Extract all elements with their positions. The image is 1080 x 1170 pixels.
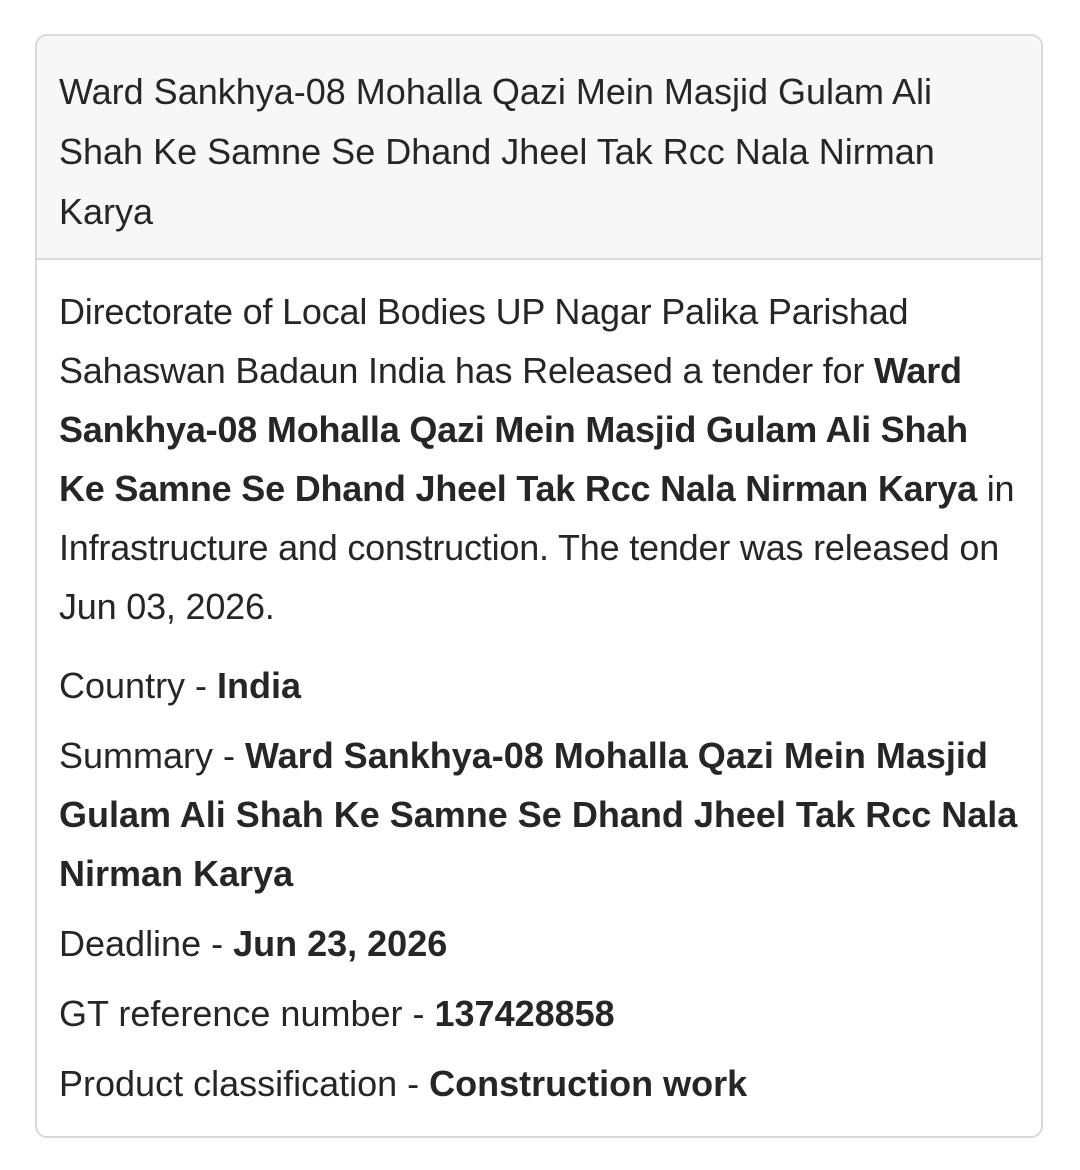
- description-outro: in Infrastructure and construction. The tender was released on Jun 03, 2026.: [59, 468, 1015, 627]
- tender-description: [59, 282, 1019, 636]
- deadline-field: [59, 914, 1019, 973]
- description-tender-name: Ward Sankhya-08 Mohalla Qazi Mein Masjid Gulam Ali Shah Ke Samne Se Dhand Jheel Tak Rcc Nala Nirman Karya: [59, 350, 977, 509]
- reference-label: GT reference number -: [59, 993, 435, 1034]
- country-field: [59, 656, 1019, 715]
- tender-title[interactable]: Ward Sankhya-08 Mohalla Qazi Mein Masjid Gulam Ali Shah Ke Samne Se Dhand Jheel Tak Rcc Nala Nirman Karya: [59, 71, 935, 232]
- card-body: [37, 260, 1041, 1113]
- classification-label: Product classification -: [59, 1063, 430, 1104]
- summary-value: Ward Sankhya-08 Mohalla Qazi Mein Masjid Gulam Ali Shah Ke Samne Se Dhand Jheel Tak Rcc Nala Nirman Karya: [59, 735, 1018, 894]
- deadline-label: Deadline -: [59, 923, 234, 964]
- country-label: Country -: [59, 665, 218, 706]
- reference-field: [59, 984, 1019, 1043]
- card-header: [37, 36, 1041, 260]
- tender-info-list: [59, 656, 1019, 1113]
- classification-value: Construction work: [429, 1063, 748, 1104]
- summary-label: Summary -: [59, 735, 246, 776]
- classification-field: [59, 1054, 1019, 1113]
- description-intro: Directorate of Local Bodies UP Nagar Palika Parishad Sahaswan Badaun India has Released a tender for: [59, 291, 909, 391]
- reference-value: 137428858: [434, 993, 615, 1034]
- deadline-value: Jun 23, 2026: [233, 923, 448, 964]
- country-value: India: [217, 665, 302, 706]
- summary-field: [59, 726, 1019, 903]
- tender-card: [35, 34, 1043, 1138]
